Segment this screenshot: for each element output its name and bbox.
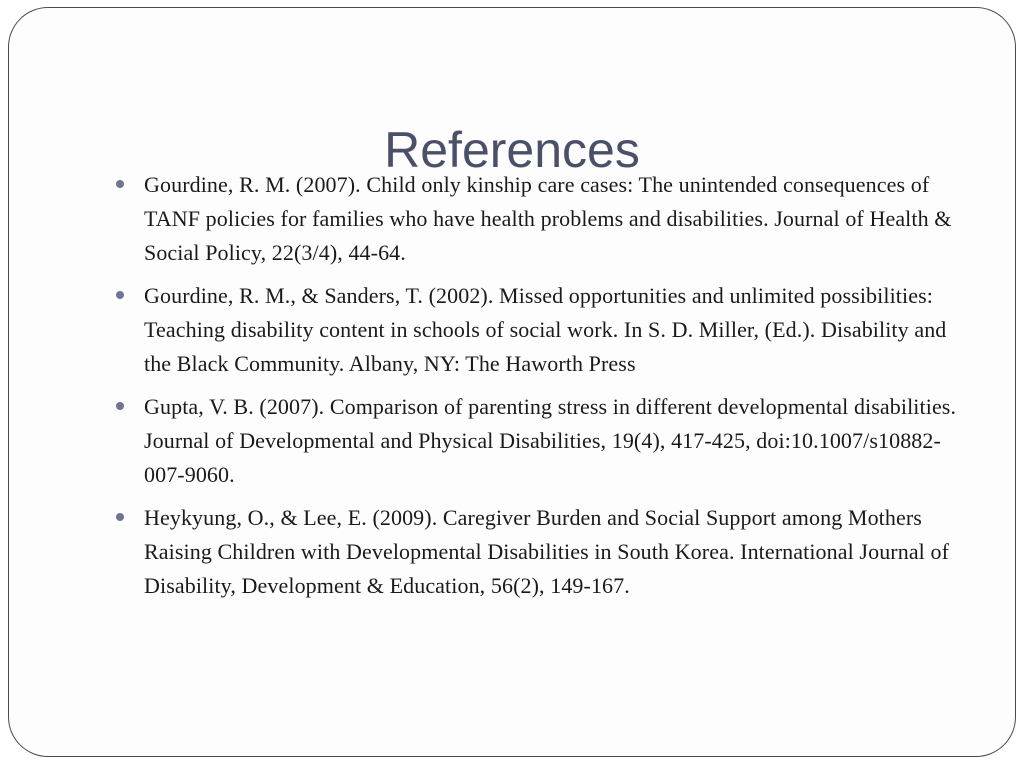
reference-item <box>112 390 962 492</box>
bullet-icon <box>116 180 124 188</box>
reference-text: Gourdine, R. M. (2007). Child only kinship care cases: The unintended consequences of TANF policies for families who have health problems and disabilities. Journal of Health & Social Policy, 22(3/4), 44-64. <box>144 172 952 265</box>
bullet-icon <box>116 513 124 521</box>
bullet-icon <box>116 291 124 299</box>
page-title: References <box>384 121 640 178</box>
reference-item <box>112 501 962 603</box>
reference-text: Heykyung, O., & Lee, E. (2009). Caregiver Burden and Social Support among Mothers Raising Children with Developmental Disabilities in South Korea. International Journal of Disability, Development & Education, 56(2), 149-167. <box>144 505 950 598</box>
reference-list <box>112 168 962 612</box>
bullet-icon <box>116 402 124 410</box>
reference-item <box>112 279 962 381</box>
reference-item <box>112 168 962 270</box>
reference-text: Gourdine, R. M., & Sanders, T. (2002). Missed opportunities and unlimited possibilities: Teaching disability content in schools of social work. In S. D. Miller, (Ed.). Disability and the Black Community. Albany, NY: The Haworth Press <box>144 283 947 376</box>
reference-text: Gupta, V. B. (2007). Comparison of parenting stress in different developmental disabilities. Journal of Developmental and Physical Disabilities, 19(4), 417-425, doi:10.1007/s10882-007-9060. <box>144 394 957 487</box>
